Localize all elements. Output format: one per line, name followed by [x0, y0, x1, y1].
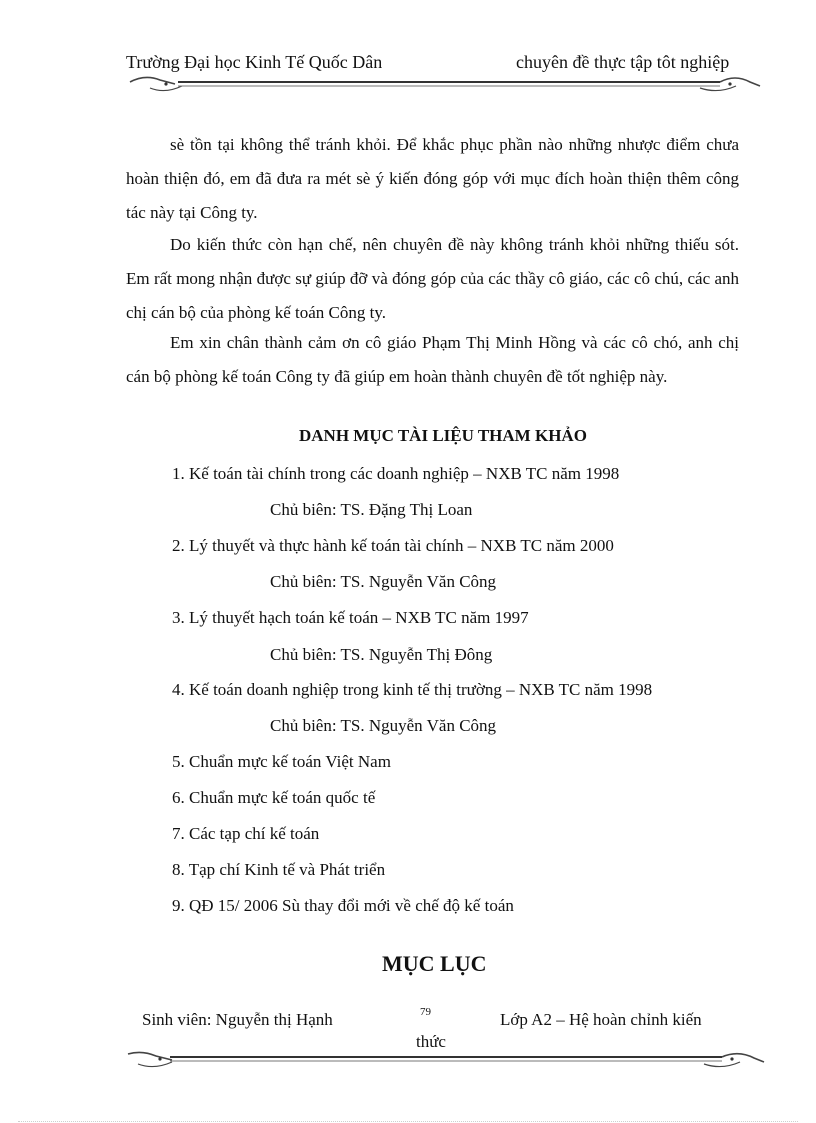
- reference-editor-1: Chủ biên: TS. Đặng Thị Loan: [270, 500, 473, 519]
- reference-item-2: 2. Lý thuyết và thực hành kế toán tài chính – NXB TC năm 2000: [172, 536, 614, 555]
- page-number: 79: [420, 1006, 431, 1018]
- reference-editor-3: Chủ biên: TS. Nguyễn Thị Đông: [270, 645, 493, 664]
- reference-item-6: 6. Chuẩn mực kế toán quốc tế: [172, 788, 376, 807]
- reference-item-9: 9. QĐ 15/ 2006 Sù thay đổi mới về chế độ kế toán: [172, 896, 514, 915]
- paragraph-3-text: Em xin chân thành cảm ơn cô giáo Phạm Thị Minh Hồng và các cô chó, anh chị cán bộ phòng kế toán Công ty đã giúp em hoàn thành chuyên đề tốt nghiệp này.: [126, 333, 739, 386]
- reference-item-1: 1. Kế toán tài chính trong các doanh nghiệp – NXB TC năm 1998: [172, 464, 620, 483]
- page-bottom-dotted-edge: [18, 1121, 798, 1122]
- reference-item-7: 7. Các tạp chí kế toán: [172, 824, 320, 843]
- reference-item-8: 8. Tạp chí Kinh tế và Phát triển: [172, 860, 386, 879]
- toc-title: MỤC LỤC: [382, 951, 487, 976]
- reference-editor-2: Chủ biên: TS. Nguyễn Văn Công: [270, 572, 497, 591]
- reference-item-3: 3. Lý thuyết hạch toán kế toán – NXB TC năm 1997: [172, 608, 529, 627]
- paragraph-2-text: Do kiến thức còn hạn chế, nên chuyên đề này không tránh khỏi những thiếu sót. Em rất mong nhận được sự giúp đỡ và đóng góp của các thầy cô giáo, các cô chú, các anh chị cán bộ của phòng kế toán Công ty.: [126, 235, 739, 322]
- footer-class-line1: Lớp A2 – Hệ hoàn chỉnh kiến: [500, 1010, 702, 1029]
- footer-student: Sinh viên: Nguyễn thị Hạnh: [142, 1010, 333, 1029]
- references-title: DANH MỤC TÀI LIỆU THAM KHẢO: [299, 426, 587, 445]
- reference-item-4: 4. Kế toán doanh nghiệp trong kinh tế thị trường – NXB TC năm 1998: [172, 680, 653, 699]
- header-doc-type: chuyên đề thực tập tôt nghiệp: [516, 52, 730, 72]
- reference-editor-4: Chủ biên: TS. Nguyễn Văn Công: [270, 716, 497, 735]
- reference-item-5: 5. Chuẩn mực kế toán Việt Nam: [172, 752, 391, 771]
- footer-ornament-rule: [0, 1046, 816, 1076]
- paragraph-1-text: sè tồn tại không thể tránh khỏi. Để khắc phục phần nào những nhược điểm chưa hoàn thiện đó, em đã đưa ra mét sè ý kiến đóng góp với mục đích hoàn thiện thêm công tác này tại Công ty.: [126, 135, 739, 222]
- footer-class-line2: thức: [416, 1032, 446, 1051]
- header-ornament-rule: [0, 70, 816, 100]
- paragraph-1: [126, 128, 739, 230]
- paragraph-3: [126, 326, 739, 394]
- paragraph-2: [126, 228, 739, 330]
- header-school: Trường Đại học Kinh Tế Quốc Dân: [126, 52, 383, 72]
